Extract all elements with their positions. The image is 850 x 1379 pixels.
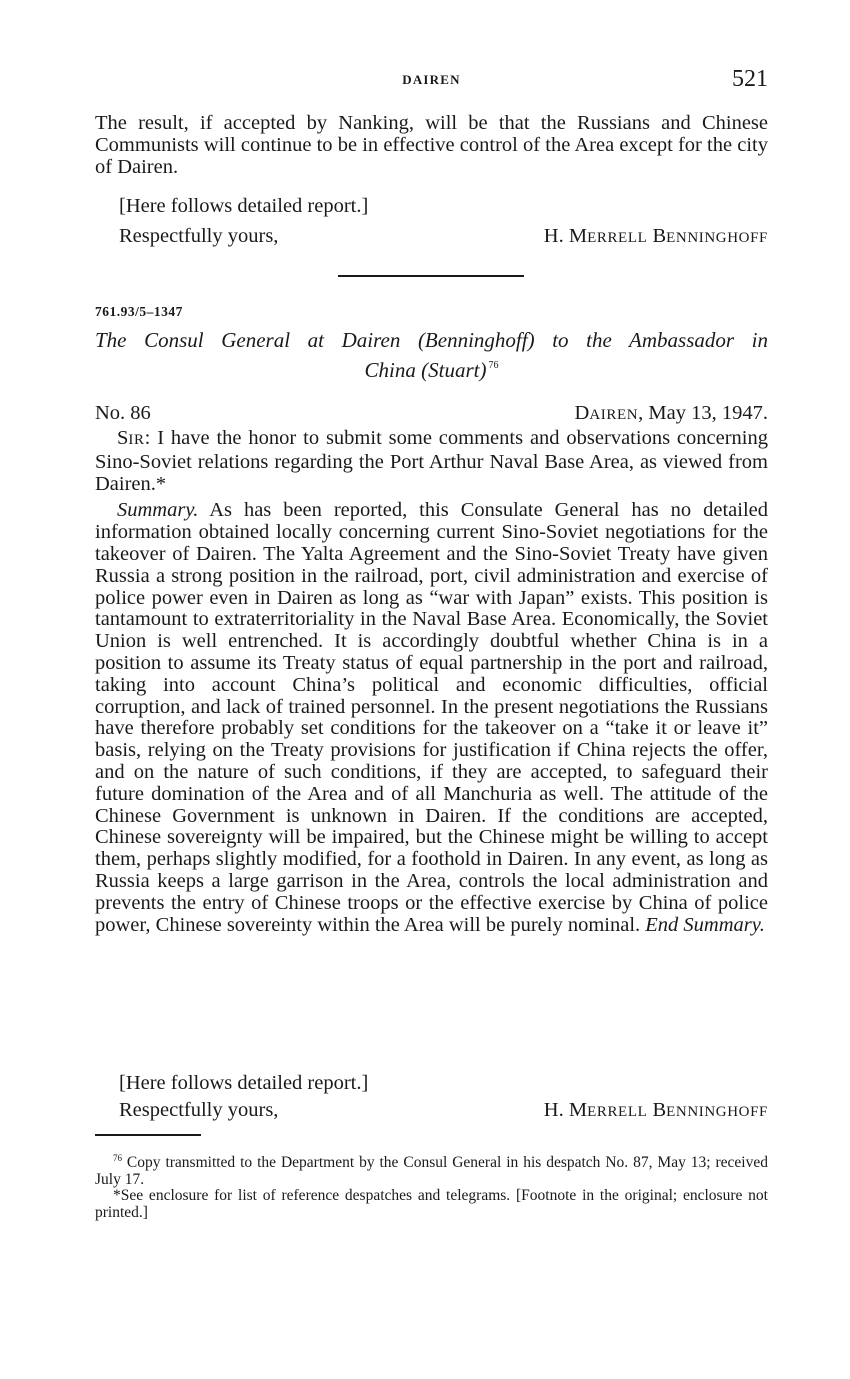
bottom-closing-block [95, 1070, 768, 1123]
top-paragraph-block [95, 113, 768, 178]
document-title-recipient: China (Stuart) [364, 358, 487, 382]
top-signature-row [95, 223, 768, 249]
signature-first-rest: ERRELL [587, 1104, 648, 1120]
top-closing: Respectfully yours, [119, 225, 279, 247]
top-closing-block [95, 193, 768, 249]
opening-text: I have the honor to submit some comments and observations concerning Sino-Soviet relations regarding the Port Arthur Naval Base Area, as viewed from Dairen.* [95, 427, 768, 495]
opening-paragraph [95, 428, 768, 495]
bottom-closing: Respectfully yours, [119, 1099, 279, 1121]
footnote-76 [95, 1150, 768, 1188]
document-title-line2 [95, 353, 768, 383]
despatch-date: , May 13, 1947. [638, 402, 768, 424]
top-detailed-report-note: [Here follows detailed report.] [119, 195, 369, 217]
signature-last-rest: ENNINGHOFF [666, 1104, 768, 1120]
signature-first-cap: M [568, 225, 588, 247]
salutation-colon: : [144, 427, 151, 449]
signature-first-rest: ERRELL [587, 230, 648, 246]
dateline [95, 400, 768, 426]
running-title: DAIREN [402, 72, 461, 87]
signature-first-cap: M [568, 1099, 588, 1121]
body-block [95, 428, 768, 936]
section-divider [338, 275, 524, 277]
page-number: 521 [732, 66, 768, 92]
place-date [575, 400, 768, 428]
bottom-note-row [95, 1070, 768, 1096]
dateline-row [95, 400, 768, 426]
bottom-signature [544, 1097, 768, 1125]
bottom-signature-row [95, 1097, 768, 1123]
signature-initial: H. [543, 1099, 564, 1121]
footnotes [95, 1150, 768, 1221]
footnote-mark: 76 [113, 1153, 122, 1163]
signature-initial: H. [543, 225, 564, 247]
running-head [95, 66, 768, 94]
signature-last-cap: B [652, 1099, 667, 1121]
salutation-rest: IR [128, 432, 145, 448]
summary-paragraph [95, 500, 768, 936]
footnote-asterisk [95, 1188, 768, 1221]
top-signature [544, 223, 768, 251]
summary-end: End Summary. [645, 913, 765, 936]
top-paragraph: The result, if accepted by Nanking, will be that the Russians and Chinese Communists will continue to be in effective control of the Area except for the city of Dairen. [95, 112, 768, 178]
footnote-reference: 76 [488, 360, 499, 371]
footnote-text: *See enclosure for list of reference despatches and telegrams. [Footnote in the original; enclosure not printed.] [95, 1187, 768, 1221]
footnote-text: Copy transmitted to the Department by the Consul General in his despatch No. 87, May 13; received July 17. [95, 1154, 768, 1188]
place-rest: AIREN [589, 407, 639, 423]
file-number: 761.93/5–1347 [95, 304, 183, 319]
signature-last-cap: B [652, 225, 667, 247]
footnote-rule [95, 1134, 201, 1136]
salutation-cap: S [117, 427, 129, 449]
place-cap: D [574, 402, 590, 424]
bottom-detailed-report-note: [Here follows detailed report.] [119, 1072, 369, 1094]
despatch-number: No. 86 [95, 402, 151, 424]
document-title-line1: The Consul General at Dairen (Benninghoff) to the Ambassador in [95, 328, 768, 352]
top-note-row [95, 193, 768, 219]
summary-text: As has been reported, this Consulate General has no detailed information obtained locally concerning current Sino-Soviet negotiations for the takeover of Dairen. The Yalta Agreement and the Sino-Soviet Treaty have given Russia a strong position in the railroad, port, civil administration and exercise of police power even in Dairen as long as “war with Japan” exists. This position is tantamount to extraterritoriality in the Naval Base Area. Economically, the Soviet Union is well entrenched. It is accordingly doubtful whether China is in a position to assume its Treaty status of equal partnership in the port and railroad, taking into account China’s political and economic difficulties, official corruption, and lack of trained personnel. In the present negotiations the Russians have therefore probably set conditions for the takeover on a “take it or leave it” basis, relying on the Treaty provisions for justification if China rejects the offer, and on the nature of such conditions, if they are accepted, to safeguard their future domination of the Area and of all Manchuria as well. The attitude of the Chinese Government is unknown in Dairen. If the conditions are accepted, Chinese sovereignty will be impaired, but the Chinese might be willing to accept them, perhaps slightly modified, for a foothold in Dairen. In any event, as long as Russia keeps a large garrison in the Area, controls the local administration and prevents the entry of Chinese troops or the effective exercise by China of police power, Chinese sovereinty within the Area will be purely nominal. [95, 499, 768, 936]
document-title [95, 328, 768, 383]
summary-label: Summary. [117, 499, 199, 522]
signature-last-rest: ENNINGHOFF [666, 230, 768, 246]
